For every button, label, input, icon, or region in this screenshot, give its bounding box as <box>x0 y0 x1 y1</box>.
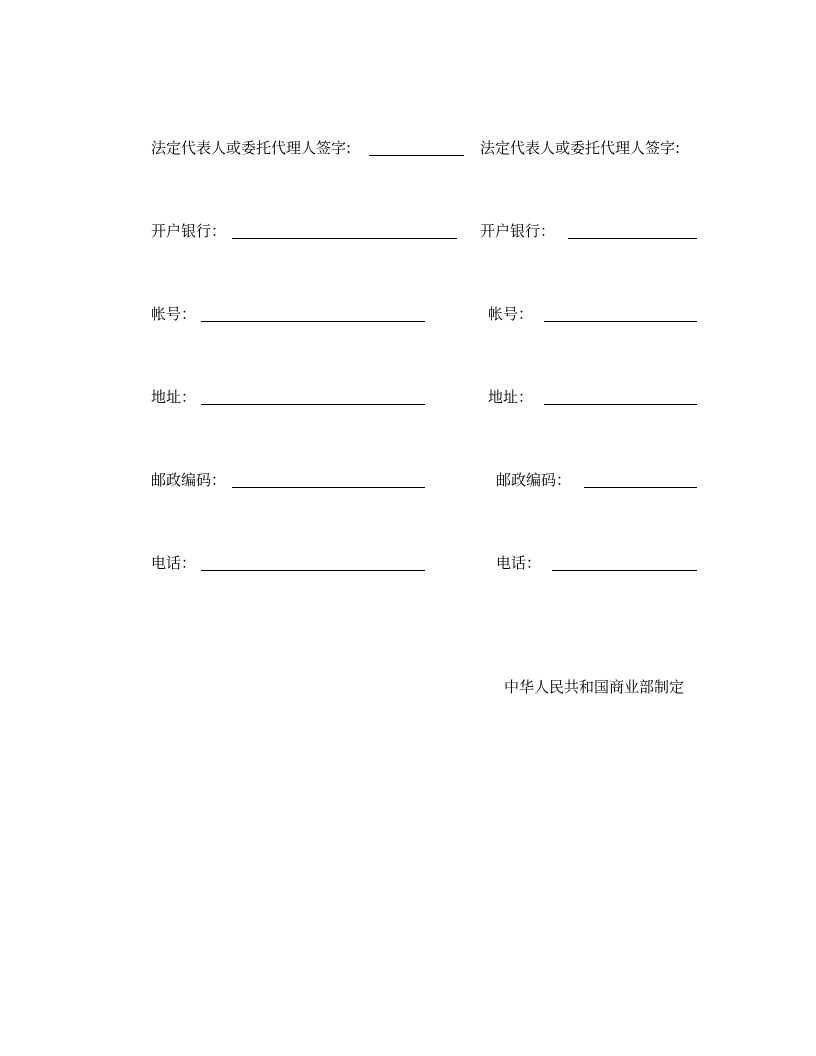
left-phone-blank <box>201 570 425 571</box>
left-signature-blank <box>369 155 464 156</box>
left-address-label: 地址： <box>151 388 197 406</box>
right-bank-blank <box>568 238 697 239</box>
right-account-blank <box>544 321 697 322</box>
left-postcode-blank <box>232 487 425 488</box>
left-postcode-label: 邮政编码： <box>151 471 227 489</box>
right-bank-label: 开户银行： <box>480 222 556 240</box>
right-address-label: 地址： <box>488 388 534 406</box>
left-bank-label: 开户银行： <box>151 222 227 240</box>
left-bank-blank <box>232 238 457 239</box>
right-postcode-blank <box>584 487 697 488</box>
right-address-blank <box>544 404 697 405</box>
left-signature-label: 法定代表人或委托代理人签字: <box>151 139 352 157</box>
right-postcode-label: 邮政编码： <box>496 471 572 489</box>
left-phone-label: 电话： <box>151 554 197 572</box>
right-account-label: 帐号： <box>488 305 534 323</box>
left-address-blank <box>201 404 425 405</box>
issuer-footer: 中华人民共和国商业部制定 <box>504 678 685 696</box>
right-signature-label: 法定代表人或委托代理人签字: <box>480 139 681 157</box>
right-phone-label: 电话： <box>496 554 542 572</box>
left-account-blank <box>201 321 425 322</box>
left-account-label: 帐号： <box>151 305 197 323</box>
right-phone-blank <box>552 570 697 571</box>
